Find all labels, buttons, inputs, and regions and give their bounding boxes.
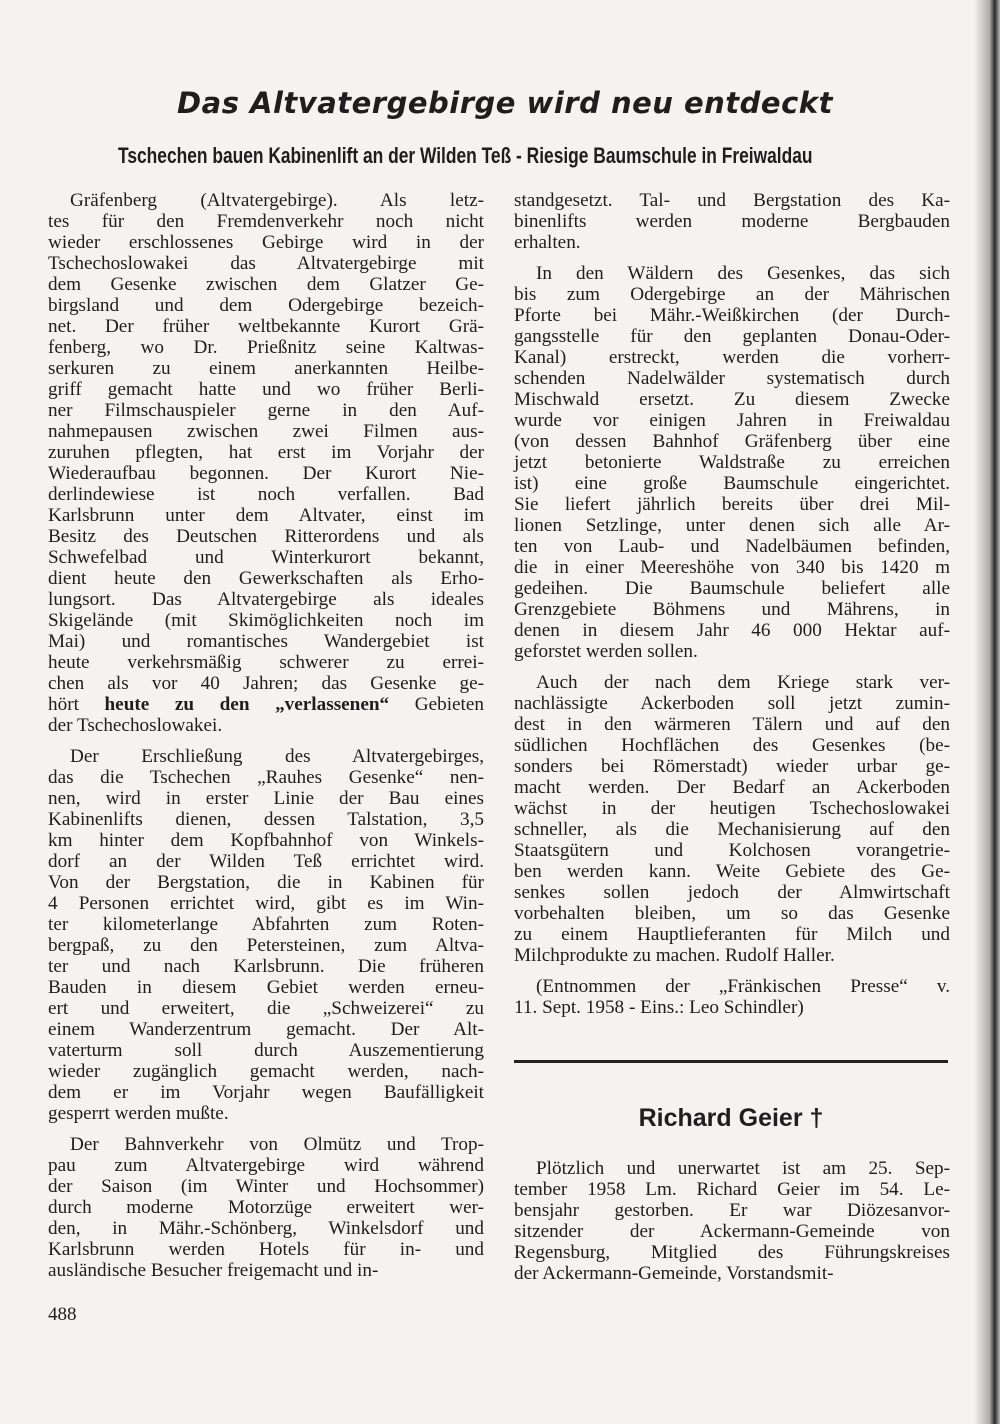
text-line: senkes sollen jedoch der Almwirtschaft [514, 882, 950, 903]
paragraph [514, 976, 950, 1018]
text-line: nen, wird in erster Linie der Bau eines [48, 788, 484, 809]
right-column [514, 190, 950, 1028]
text-line: Karlsbrunn unter dem Altvater, einst im [48, 505, 484, 526]
text-line: wieder zugänglich gemacht werden, nach- [48, 1061, 484, 1082]
text-line: durch moderne Motorzüge erweitert wer- [48, 1197, 484, 1218]
paragraph [48, 746, 484, 1124]
text-line: birgsland und dem Odergebirge bezeich- [48, 295, 484, 316]
text-line: erhalten. [514, 232, 581, 253]
text-line: zuruhen pflegten, hat erst im Vorjahr der [48, 442, 484, 463]
text-line: Der Bahnverkehr von Olmütz und Trop- [70, 1134, 484, 1155]
paragraph [514, 190, 950, 253]
text-line: sonders bei Römerstadt) wieder urbar ge- [514, 756, 950, 777]
text-line: lungsort. Das Altvatergebirge als ideales [48, 589, 484, 610]
text-line: pau zum Altvatergebirge wird während [48, 1155, 484, 1176]
text-line: Skigelände (mit Skimöglichkeiten noch im [48, 610, 484, 631]
text-line: Karlsbrunn werden Hotels für in- und [48, 1239, 484, 1260]
text-line: Mischwald ersetzt. Zu diesem Zwecke [514, 389, 950, 410]
text-line: vorbehalten bleiben, um so das Gesenke [514, 903, 950, 924]
text-line: das die Tschechen „Rauhes Gesenke“ nen- [48, 767, 484, 788]
text-line: macht werden. Der Bedarf an Ackerboden [514, 777, 950, 798]
text-line: die in einer Meereshöhe von 340 bis 1420 m [514, 557, 950, 578]
text-line: Sie liefert jährlich bereits über drei Mil- [514, 494, 950, 515]
text-line: dorf an der Wilden Teß errichtet wird. [48, 851, 484, 872]
text-line: bis zum Odergebirge an der Mährischen [514, 284, 950, 305]
text-line: gedeihen. Die Baumschule beliefert alle [514, 578, 950, 599]
obituary-text [514, 1158, 950, 1284]
text-line: den, in Mähr.-Schönberg, Winkelsdorf und [48, 1218, 484, 1239]
text-line: net. Der früher weltbekannte Kurort Grä- [48, 316, 484, 337]
text-line: Tschechoslowakei das Altvatergebirge mit [48, 253, 484, 274]
text-line: derlindewiese ist noch verfallen. Bad [48, 484, 484, 505]
text-line: ben werden kann. Weite Gebiete des Ge- [514, 861, 950, 882]
text-line: zu einem Hauptlieferanten für Milch und [514, 924, 950, 945]
text-line: sitzender der Ackermann-Gemeinde von [514, 1221, 950, 1242]
text-line: (Entnommen der „Fränkischen Presse“ v. [536, 976, 950, 997]
text-line: gesperrt werden mußte. [48, 1103, 229, 1124]
text-line: vaterturm soll durch Auszementierung [48, 1040, 484, 1061]
text-line: ter und nach Karlsbrunn. Die früheren [48, 956, 484, 977]
paragraph [514, 672, 950, 966]
text-line: Kanal) erstreckt, werden die vorherr- [514, 347, 950, 368]
text-line: geforstet werden sollen. [514, 641, 698, 662]
text-line: dest in den wärmeren Tälern und auf den [514, 714, 950, 735]
obituary-title: Richard Geier † [638, 1104, 824, 1132]
text-line: südlichen Hochflächen des Gesenkes (be- [514, 735, 950, 756]
text-line: ausländische Besucher freigemacht und in- [48, 1260, 379, 1281]
text-line: dem Gesenke zwischen dem Glatzer Ge- [48, 274, 484, 295]
text-line: tember 1958 Lm. Richard Geier im 54. Le- [514, 1179, 950, 1200]
article-subtitle [118, 143, 894, 169]
text-line: wurde vor einigen Jahren in Freiwaldau [514, 410, 950, 431]
text-line: 11. Sept. 1958 - Eins.: Leo Schindler) [514, 997, 804, 1018]
text-line: heute verkehrsmäßig schwerer zu errei- [48, 652, 484, 673]
text-line: Bauden in diesem Gebiet werden erneu- [48, 977, 484, 998]
text-line: (von dessen Bahnhof Gräfenberg über eine [514, 431, 950, 452]
text-line: binenlifts werden moderne Bergbauden [514, 211, 950, 232]
text-line: bensjahr gestorben. Er war Diözesanvor- [514, 1200, 950, 1221]
text-line: ter kilometerlange Abfahrten zum Roten- [48, 914, 484, 935]
text-line: fenberg, wo Dr. Prießnitz seine Kaltwas- [48, 337, 484, 358]
text-line: Gräfenberg (Altvatergebirge). Als letz- [70, 190, 484, 211]
text-line: lionen Setzlinge, unter denen sich alle Ar- [514, 515, 950, 536]
text-line: Mai) und romantisches Wandergebiet ist [48, 631, 484, 652]
text-line: Wiederaufbau begonnen. Der Kurort Nie- [48, 463, 484, 484]
text-line: 4 Personen errichtet wird, gibt es im Win- [48, 893, 484, 914]
text-line: Der Erschließung des Altvatergebirges, [70, 746, 484, 767]
text-line: der Ackermann-Gemeinde, Vorstandsmit- [514, 1263, 834, 1284]
text-line: schneller, als die Mechanisierung auf den [514, 819, 950, 840]
paragraph [48, 190, 484, 736]
text-line: ist) eine große Baumschule eingerichtet. [514, 473, 950, 494]
section-divider [514, 1060, 948, 1063]
article-title: Das Altvatergebirge wird neu entdeckt [177, 86, 833, 120]
text-line: standgesetzt. Tal- und Bergstation des Ka- [514, 190, 950, 211]
text-line: Auch der nach dem Kriege stark ver- [536, 672, 950, 693]
text-line: tes für den Fremdenverkehr noch nicht [48, 211, 484, 232]
paragraph [48, 1134, 484, 1281]
left-column [48, 190, 484, 1291]
text-line: hört heute zu den „verlassenen“ Gebieten [48, 694, 484, 715]
text-line: km hinter dem Kopfbahnhof von Winkels- [48, 830, 484, 851]
page-binding-shadow [974, 0, 1000, 1424]
text-line: serkuren zu einem anerkannten Heilbe- [48, 358, 484, 379]
text-line: ner Filmschauspieler gerne in den Auf- [48, 400, 484, 421]
text-line: Kabinenlifts dienen, dessen Talstation, 3,5 [48, 809, 484, 830]
text-line: Von der Bergstation, die in Kabinen für [48, 872, 484, 893]
text-line: griff gemacht hatte und wo früher Berli- [48, 379, 484, 400]
text-line: dient heute den Gewerkschaften als Erho- [48, 568, 484, 589]
text-line: wieder erschlossenes Gebirge wird in der [48, 232, 484, 253]
subtitle-text: Tschechen bauen Kabinenlift an der Wilden Teß - Riesige Baumschule in Freiwaldau [118, 143, 813, 168]
text-line: ert und erweitert, die „Schweizerei“ zu [48, 998, 484, 1019]
text-line: Grenzgebiete Böhmens und Mährens, in [514, 599, 950, 620]
text-line: ten von Laub- und Nadelbäumen befinden, [514, 536, 950, 557]
page-number: 488 [48, 1304, 77, 1325]
text-line: Schwefelbad und Winterkurort bekannt, [48, 547, 484, 568]
text-line: nachlässigte Ackerboden soll jetzt zumin- [514, 693, 950, 714]
text-line: einem Wanderzentrum gemacht. Der Alt- [48, 1019, 484, 1040]
text-line: nahmepausen zwischen zwei Filmen aus- [48, 421, 484, 442]
text-line: wächst in der heutigen Tschechoslowakei [514, 798, 950, 819]
text-line: Pforte bei Mähr.-Weißkirchen (der Durch- [514, 305, 950, 326]
text-line: jetzt betonierte Waldstraße zu erreichen [514, 452, 950, 473]
text-line: dem er im Vorjahr wegen Baufälligkeit [48, 1082, 484, 1103]
text-line: der Saison (im Winter und Hochsommer) [48, 1176, 484, 1197]
paragraph [514, 263, 950, 662]
text-line: Regensburg, Mitglied des Führungskreises [514, 1242, 950, 1263]
text-line: Milchprodukte zu machen. Rudolf Haller. [514, 945, 835, 966]
text-line: gangsstelle für den geplanten Donau-Oder- [514, 326, 950, 347]
text-line: der Tschechoslowakei. [48, 715, 223, 736]
text-line: chen als vor 40 Jahren; das Gesenke ge- [48, 673, 484, 694]
text-line: In den Wäldern des Gesenkes, das sich [536, 263, 950, 284]
text-line: denen in diesem Jahr 46 000 Hektar auf- [514, 620, 950, 641]
text-line: schenden Nadelwälder systematisch durch [514, 368, 950, 389]
text-line: Besitz des Deutschen Ritterordens und als [48, 526, 484, 547]
text-line: Staatsgütern und Kolchosen vorangetrie- [514, 840, 950, 861]
text-line: Plötzlich und unerwartet ist am 25. Sep- [536, 1158, 950, 1179]
text-line: bergpaß, zu den Petersteinen, zum Altva- [48, 935, 484, 956]
